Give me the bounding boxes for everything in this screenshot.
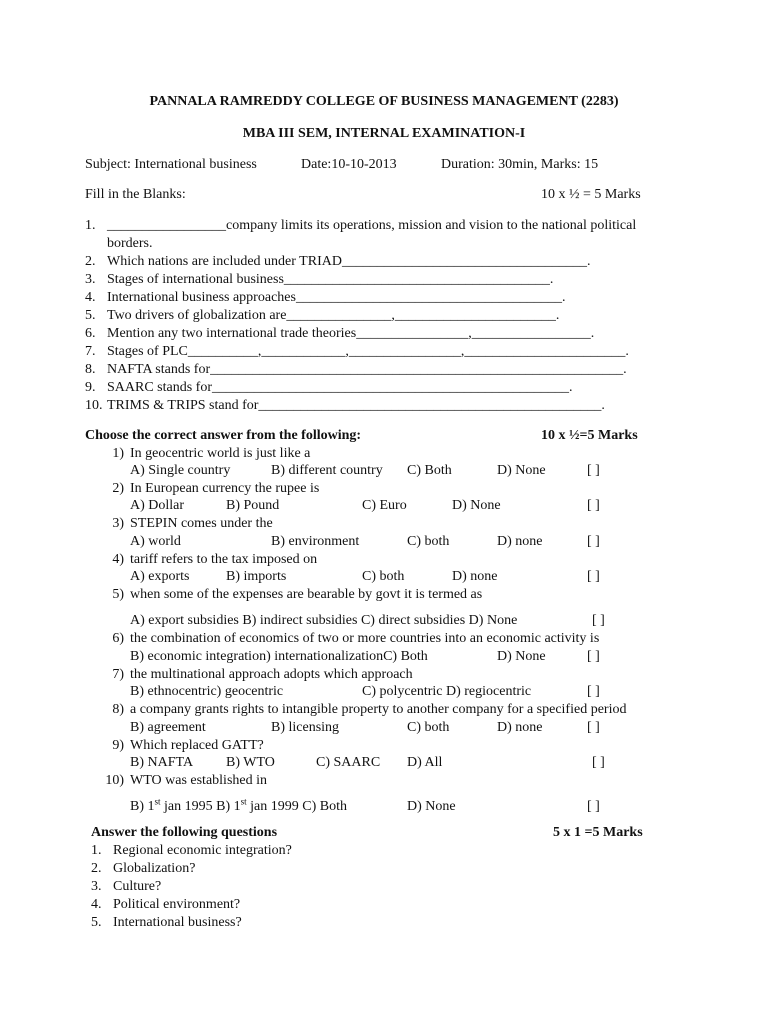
mcq-option-abc: B) economic integration) internationalizationC) Both xyxy=(130,649,428,664)
exam-duration: Duration: 30min, Marks: 15 xyxy=(441,157,599,172)
fill-blanks-marks: 10 x ½ = 5 Marks xyxy=(541,187,641,202)
fill-item-number: 8. xyxy=(85,362,96,377)
mcq-option-a: B) agreement xyxy=(130,720,206,735)
ordinal-suffix: st xyxy=(154,796,161,807)
option-text: jan 1995 B) 1 xyxy=(160,799,241,814)
mcq-question-text: when some of the expenses are bearable by govt it is termed as xyxy=(130,587,483,602)
short-answer-number: 2. xyxy=(91,861,102,876)
fill-item xyxy=(85,217,636,235)
short-answer-text: International business? xyxy=(113,915,242,930)
mcq-option-b: B) imports xyxy=(226,569,287,584)
mcq-question-text: a company grants rights to intangible property to another company for a specified period xyxy=(130,702,627,717)
mcq-option-c: C) Both xyxy=(407,463,452,478)
fill-item xyxy=(85,325,594,343)
mcq-option-b: B) WTO xyxy=(226,755,275,770)
short-answer-item xyxy=(91,896,240,914)
fill-item xyxy=(85,379,573,397)
fill-item-text: Stages of PLC__________,____________,________________,_______________________. xyxy=(107,344,629,359)
mcq-option-d: D) None xyxy=(497,463,546,478)
fill-item-text: TRIMS & TRIPS stand for_________________________________________________. xyxy=(107,398,605,413)
mcq-question-number: 7) xyxy=(112,667,124,682)
mcq-option-b: B) environment xyxy=(271,534,360,549)
mcq-question xyxy=(100,480,319,498)
fill-item xyxy=(85,397,605,415)
answer-bracket: [ ] xyxy=(587,684,600,699)
fill-item-number: 1. xyxy=(85,218,96,233)
fill-item-text: Mention any two international trade theories________________,_________________. xyxy=(107,326,595,341)
answer-bracket: [ ] xyxy=(587,799,600,814)
fill-item xyxy=(85,343,629,361)
fill-blanks-title: Fill in the Blanks: xyxy=(85,187,186,202)
mcq-option-d: D) None xyxy=(407,799,456,814)
mcq-option-c: C) both xyxy=(407,534,450,549)
short-answer-text: Regional economic integration? xyxy=(113,843,292,858)
short-answer-item xyxy=(91,878,161,896)
mcq-option-d: D) None xyxy=(497,649,546,664)
fill-item-continuation: borders. xyxy=(107,236,153,251)
mcq-question-text: tariff refers to the tax imposed on xyxy=(130,552,318,567)
mcq-question-number: 6) xyxy=(112,631,124,646)
short-answer-item xyxy=(91,842,292,860)
answer-bracket: [ ] xyxy=(592,755,605,770)
mcq-option-d: D) None xyxy=(452,498,501,513)
mcq-option-c: C) both xyxy=(407,720,450,735)
mcq-option-c: C) both xyxy=(362,569,405,584)
mcq-question-text: the multinational approach adopts which approach xyxy=(130,667,413,682)
option-text: jan 1999 C) Both xyxy=(246,799,347,814)
mcq-option-d: D) none xyxy=(452,569,498,584)
mcq-marks: 10 x ½=5 Marks xyxy=(541,428,638,443)
mcq-option-d: D) none xyxy=(497,534,543,549)
fill-item-number: 5. xyxy=(85,308,96,323)
fill-item-number: 3. xyxy=(85,272,96,287)
fill-item-number: 2. xyxy=(85,254,96,269)
mcq-question xyxy=(100,701,626,719)
mcq-option-a: A) Single country xyxy=(130,463,231,478)
mcq-option-b: B) different country xyxy=(271,463,383,478)
mcq-option-b: B) Pound xyxy=(226,498,280,513)
option-text: B) 1 xyxy=(130,799,155,814)
mcq-option-a: A) world xyxy=(130,534,181,549)
fill-item-text: NAFTA stands for___________________________________________________________. xyxy=(107,362,627,377)
fill-item xyxy=(85,289,565,307)
mcq-question-number: 4) xyxy=(112,552,124,567)
mcq-question xyxy=(100,586,482,604)
short-answer-item xyxy=(91,860,195,878)
fill-item-number: 4. xyxy=(85,290,96,305)
fill-item-number: 9. xyxy=(85,380,96,395)
answer-bracket: [ ] xyxy=(587,569,600,584)
fill-item xyxy=(85,307,559,325)
fill-item-text: International business approaches______________________________________. xyxy=(107,290,566,305)
short-answer-text: Culture? xyxy=(113,879,162,894)
fill-item-text: Which nations are included under TRIAD___________________________________. xyxy=(107,254,591,269)
answer-bracket: [ ] xyxy=(587,498,600,513)
answer-bracket: [ ] xyxy=(587,649,600,664)
subject-line: Subject: International business xyxy=(85,157,257,172)
short-answers-title: Answer the following questions xyxy=(91,825,278,840)
mcq-title: Choose the correct answer from the following: xyxy=(85,428,362,443)
mcq-question-number: 3) xyxy=(112,516,124,531)
mcq-question xyxy=(100,445,310,463)
mcq-question-number: 5) xyxy=(112,587,124,602)
short-answers-marks: 5 x 1 =5 Marks xyxy=(553,825,643,840)
fill-item-text: Two drivers of globalization are_______________,_______________________. xyxy=(107,308,560,323)
fill-item-text: Stages of international business______________________________________. xyxy=(107,272,554,287)
mcq-question xyxy=(100,737,264,755)
short-answer-number: 3. xyxy=(91,879,102,894)
mcq-option-cd: C) polycentric D) regiocentric xyxy=(362,684,532,699)
mcq-question xyxy=(100,515,273,533)
mcq-question-number: 1) xyxy=(112,446,124,461)
mcq-option-b: B) licensing xyxy=(271,720,340,735)
mcq-question xyxy=(100,551,317,569)
short-answer-number: 4. xyxy=(91,897,102,912)
fill-item xyxy=(85,253,590,271)
mcq-question-number: 9) xyxy=(112,738,124,753)
ordinal-suffix: st xyxy=(240,796,247,807)
exam-title: MBA III SEM, INTERNAL EXAMINATION-I xyxy=(242,126,526,141)
mcq-question-text: STEPIN comes under the xyxy=(130,516,273,531)
answer-bracket: [ ] xyxy=(587,534,600,549)
mcq-question-text: WTO was established in xyxy=(130,773,267,788)
mcq-question-number: 10) xyxy=(105,773,124,788)
exam-date: Date:10-10-2013 xyxy=(301,157,397,172)
mcq-option-a: A) Dollar xyxy=(130,498,185,513)
mcq-option-a: A) exports xyxy=(130,569,190,584)
mcq-question xyxy=(100,772,267,790)
short-answer-text: Globalization? xyxy=(113,861,196,876)
mcq-option-d: D) none xyxy=(497,720,543,735)
answer-bracket: [ ] xyxy=(592,613,605,628)
mcq-option-a: B) NAFTA xyxy=(130,755,194,770)
mcq-option-c: C) SAARC xyxy=(316,755,381,770)
mcq-question xyxy=(100,666,413,684)
answer-bracket: [ ] xyxy=(587,720,600,735)
college-title: PANNALA RAMREDDY COLLEGE OF BUSINESS MANAGEMENT (2283) xyxy=(149,94,619,109)
fill-item xyxy=(85,361,627,379)
fill-item-number: 7. xyxy=(85,344,96,359)
mcq-option-ab: B) ethnocentric) geocentric xyxy=(130,684,284,699)
fill-item-text: _________________company limits its operations, mission and vision to the national political xyxy=(107,218,637,233)
mcq-question-text: Which replaced GATT? xyxy=(130,738,264,753)
fill-item-text: SAARC stands for___________________________________________________. xyxy=(107,380,573,395)
mcq-options xyxy=(130,798,347,816)
short-answer-text: Political environment? xyxy=(113,897,241,912)
mcq-question-number: 2) xyxy=(112,481,124,496)
mcq-question-text: the combination of economics of two or more countries into an economic activity is xyxy=(130,631,600,646)
short-answer-item xyxy=(91,914,242,932)
mcq-question-number: 8) xyxy=(112,702,124,717)
mcq-option-c: C) Euro xyxy=(362,498,407,513)
mcq-option-d: D) All xyxy=(407,755,443,770)
mcq-question-text: In European currency the rupee is xyxy=(130,481,320,496)
fill-item-number: 10. xyxy=(85,398,103,413)
fill-item-number: 6. xyxy=(85,326,96,341)
mcq-options: A) export subsidies B) indirect subsidies C) direct subsidies D) None xyxy=(130,613,518,628)
short-answer-number: 5. xyxy=(91,915,102,930)
answer-bracket: [ ] xyxy=(587,463,600,478)
mcq-question xyxy=(100,630,599,648)
fill-item xyxy=(85,271,553,289)
mcq-question-text: In geocentric world is just like a xyxy=(130,446,311,461)
short-answer-number: 1. xyxy=(91,843,102,858)
